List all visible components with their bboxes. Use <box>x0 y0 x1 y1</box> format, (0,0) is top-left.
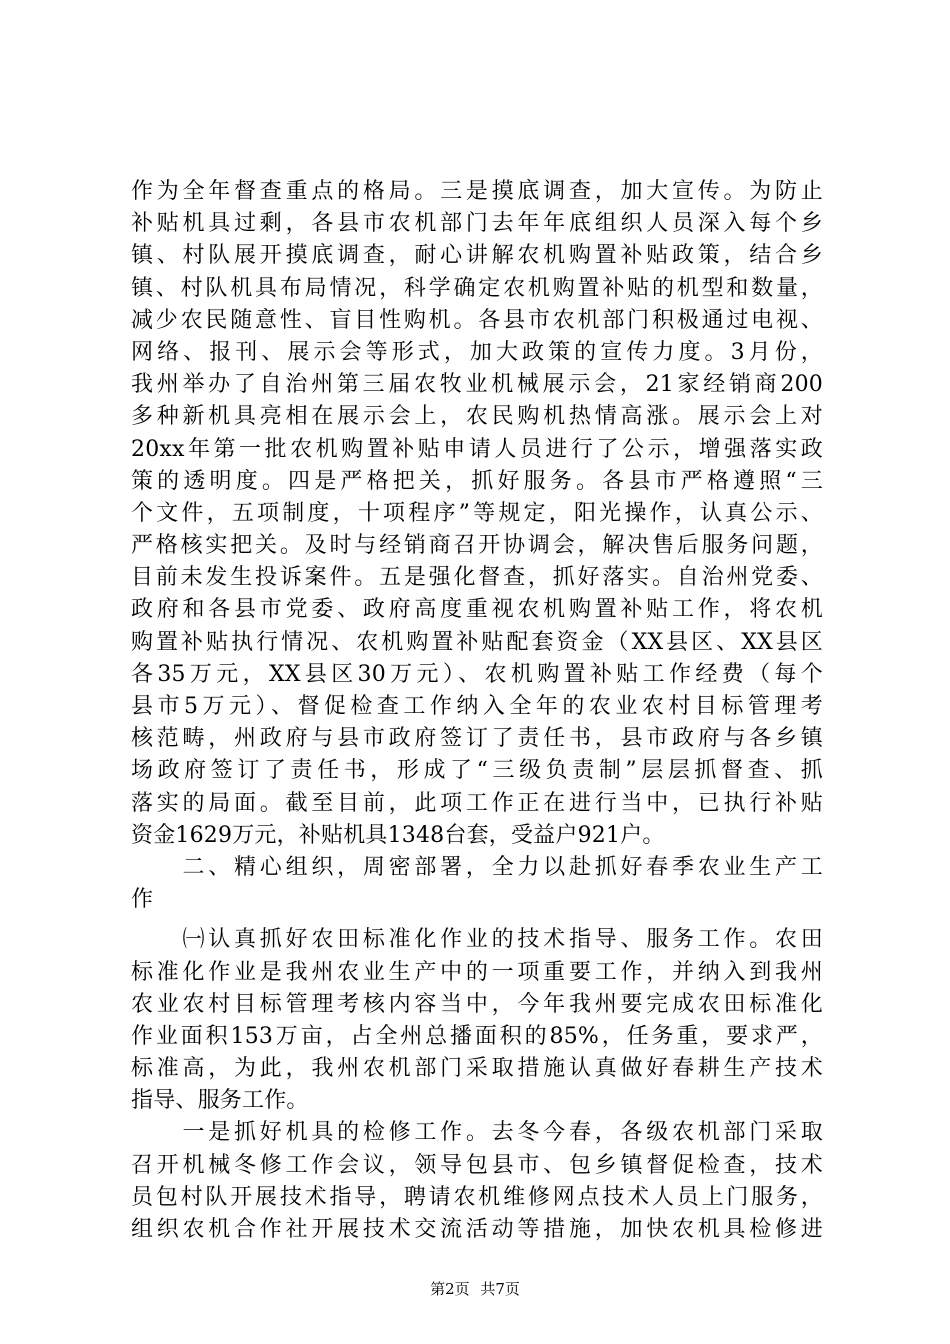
text-line: 作为全年督查重点的格局。三是摸底调查，加大宣传。为防止 <box>131 179 823 204</box>
text-line: 政府和各县市党委、政府高度重视农机购置补贴工作，将农机 <box>131 597 823 623</box>
text-line: 标准高，为此，我州农机部门采取措施认真做好春耕生产技术 <box>131 1056 823 1082</box>
text-line: 组织农机合作社开展技术交流活动等措施，加快农机具检修进 <box>131 1217 823 1242</box>
text-line: 多种新机具亮相在展示会上，农民购机热情高涨。展示会上对 <box>131 404 823 430</box>
text-line: 镇、村队机具布局情况，科学确定农机购置补贴的机型和数量， <box>131 275 823 301</box>
text-line: 个文件，五项制度，十项程序”等规定，阳光操作，认真公示、 <box>131 500 823 526</box>
text-line: 策的透明度。四是严格把关，抓好服务。各县市严格遵照“三 <box>131 468 823 494</box>
page-total: 共7页 <box>480 1280 520 1298</box>
text-line: 召开机械冬修工作会议，领导包县市、包乡镇督促检查，技术 <box>131 1152 823 1178</box>
text-line: 指导、服务工作。 <box>131 1088 309 1114</box>
document-body <box>131 176 823 1246</box>
text-line: 网络、报刊、展示会等形式，加大政策的宣传力度。3月份， <box>131 339 823 365</box>
text-line: 标准化作业是我州农业生产中的一项重要工作，并纳入到我州 <box>131 959 823 985</box>
text-line: 县市5万元）、督促检查工作纳入全年的农业农村目标管理考 <box>131 694 823 719</box>
section-heading-line: 二、精心组织，周密部署，全力以赴抓好春季农业生产工 <box>131 854 823 880</box>
text-line: 一是抓好机具的检修工作。去冬今春，各级农机部门采取 <box>131 1120 823 1146</box>
text-line: 目前未发生投诉案件。五是强化督查，抓好落实。自治州党委、 <box>131 565 823 591</box>
page-footer <box>0 1279 950 1299</box>
text-line: 落实的局面。截至目前，此项工作正在进行当中，已执行补贴 <box>131 790 823 816</box>
text-line: 20xx年第一批农机购置补贴申请人员进行了公示，增强落实政 <box>131 436 823 462</box>
text-line: 场政府签订了责任书，形成了“三级负责制”层层抓督查、抓 <box>131 758 823 784</box>
text-line: 各35万元，XX县区30万元）、农机购置补贴工作经费（每个 <box>131 661 823 687</box>
page-number: 第2页 <box>430 1280 470 1298</box>
paragraph-gap <box>131 916 823 924</box>
text-line: 作业面积153万亩，占全州总播面积的85%，任务重，要求严， <box>131 1023 823 1049</box>
text-line: 农业农村目标管理考核内容当中，今年我州要完成农田标准化 <box>131 991 823 1017</box>
text-line: 资金1629万元，补贴机具1348台套，受益户921户。 <box>131 822 665 848</box>
text-line: 严格核实把关。及时与经销商召开协调会，解决售后服务问题， <box>131 533 823 559</box>
text-line: 员包村队开展技术指导，聘请农机维修网点技术人员上门服务， <box>131 1184 823 1210</box>
text-line: ㈠认真抓好农田标准化作业的技术指导、服务工作。农田 <box>131 927 823 953</box>
section-heading-line: 作 <box>131 887 154 913</box>
text-line: 补贴机具过剩，各县市农机部门去年年底组织人员深入每个乡 <box>131 211 823 237</box>
text-line: 我州举办了自治州第三届农牧业机械展示会，21家经销商200 <box>131 372 823 398</box>
text-line: 减少农民随意性、盲目性购机。各县市农机部门积极通过电视、 <box>131 307 823 333</box>
text-line: 购置补贴执行情况、农机购置补贴配套资金（XX县区、XX县区 <box>131 629 823 655</box>
text-line: 镇、村队展开摸底调查，耐心讲解农机购置补贴政策，结合乡 <box>131 243 823 269</box>
text-line: 核范畴，州政府与县市政府签订了责任书，县市政府与各乡镇 <box>131 726 823 752</box>
